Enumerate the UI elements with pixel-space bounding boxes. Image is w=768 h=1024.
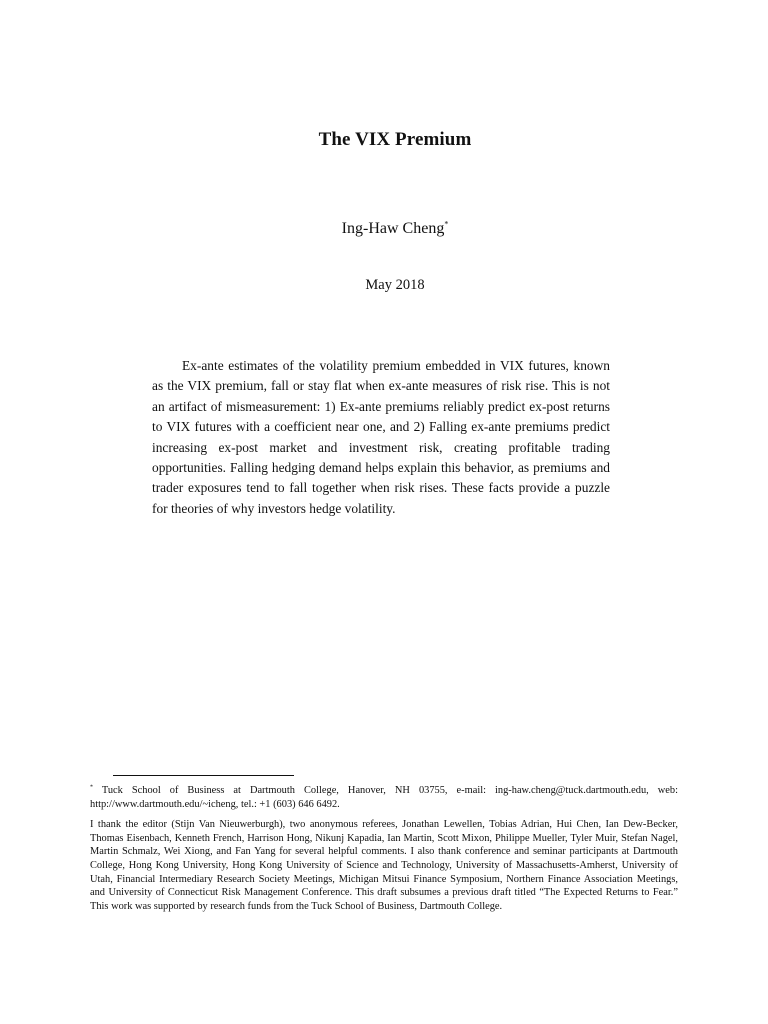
author-line — [0, 220, 768, 238]
publication-date: May 2018 — [365, 277, 425, 293]
acknowledgements-footnote: I thank the editor (Stijn Van Nieuwerburgh), two anonymous referees, Jonathan Lewellen, Tobias Adrian, Hui Chen, Ian Dew-Becker, Thomas Eisenbach, Kenneth French, Harrison Hong, Nikunj Kapadia, Ian Martin, Scott Mixon, Philippe Mueller, Tyler Muir, Stefan Nagel, Martin Schmalz, Wei Xiong, and Fan Yang for several helpful comments. I also thank conference and seminar participants at Dartmouth College, Hong Kong University, Hong Kong University of Science and Technology, University of Massachusetts-Amherst, University of Utah, Financial Intermediary Research Society Meetings, Michigan Mitsui Finance Symposium, Northern Finance Association Meetings, and University of Connecticut Risk Management Conference. This draft subsumes a previous draft titled “The Expected Returns to Fear.” This work was supported by research funds from the Tuck School of Business, Dartmouth College. — [90, 819, 678, 912]
paper-title: The VIX Premium — [318, 129, 472, 150]
abstract: Ex-ante estimates of the volatility premium embedded in VIX futures, known as the VIX premium, fall or stay flat when ex-ante measures of risk rise. This is not an artifact of mismeasurement: 1) Ex-ante premiums reliably predict ex-post returns to VIX futures with a coefficient near one, and 2) Falling ex-ante premiums predict increasing ex-post market and investment risk, creating profitable trading opportunities. Falling hedging demand helps explain this behavior, as premiums and trader exposures tend to fall together when risk rises. These facts provide a puzzle for theories of why investors hedge volatility. — [152, 358, 610, 516]
footnotes — [90, 784, 678, 913]
affiliation-footnote-marker: * — [90, 784, 93, 791]
affiliation-text: Tuck School of Business at Dartmouth College, Hanover, NH 03755, e-mail: ing-haw.cheng@tuck.dartmouth.edu, web: http://www.dartmouth.edu/~icheng, tel.: +1 (603) 646 6492. — [90, 785, 678, 810]
affiliation-footnote — [90, 784, 678, 811]
author-name: Ing-Haw Cheng — [341, 220, 445, 237]
author-footnote-marker: * — [444, 219, 449, 229]
footnote-separator — [113, 775, 294, 776]
